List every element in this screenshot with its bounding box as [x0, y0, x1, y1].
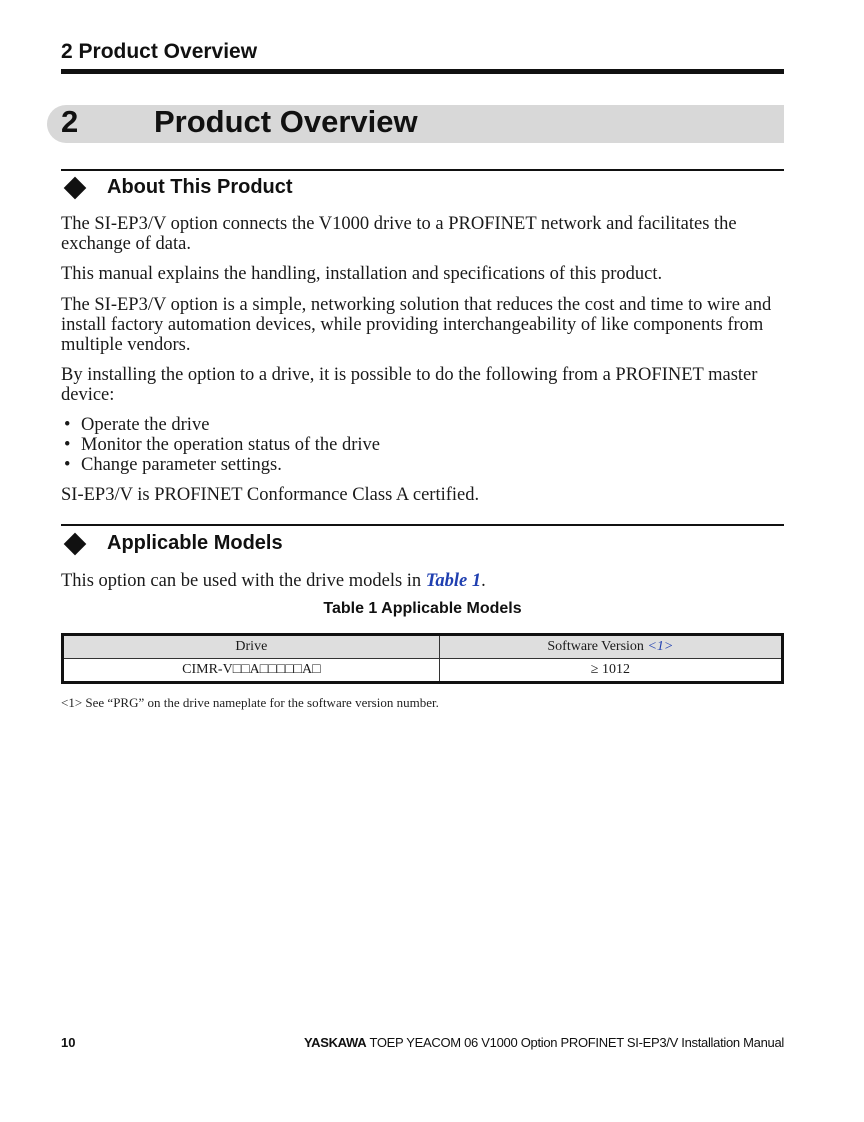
section-heading-models	[61, 532, 283, 555]
list-item: • Operate the drive	[64, 415, 210, 435]
paragraph-models-intro: This option can be used with the drive models in Table 1.	[61, 571, 486, 591]
page-number: 10	[61, 1035, 76, 1050]
table-footnote: <1> See “PRG” on the drive nameplate for the software version number.	[61, 695, 439, 710]
header-rule	[61, 69, 784, 74]
column-header-software-version: Software Version <1>	[439, 635, 782, 659]
paragraph-manual-scope: This manual explains the handling, installation and specifications of this product.	[61, 264, 663, 284]
paragraph-certification: SI-EP3/V is PROFINET Conformance Class A certified.	[61, 485, 480, 505]
footnote-ref-link[interactable]: <1>	[647, 639, 674, 654]
paragraph-intro: The SI-EP3/V option connects the V1000 drive to a PROFINET network and facilitates the exchange of data.	[61, 214, 737, 254]
table-header-row	[63, 635, 783, 659]
diamond-bullet-icon	[64, 176, 87, 199]
list-item: • Monitor the operation status of the drive	[64, 435, 381, 455]
section-heading-about-text: About This Product	[107, 176, 293, 198]
section-rule-about	[61, 169, 784, 171]
footer-document-title: YASKAWA TOEP YEACOM 06 V1000 Option PROFINET SI-EP3/V Installation Manual	[303, 1035, 784, 1050]
table-caption: Table 1 Applicable Models	[323, 600, 522, 617]
section-rule-models	[61, 524, 784, 526]
diamond-bullet-icon	[64, 532, 87, 555]
list-item: • Change parameter settings.	[64, 455, 282, 475]
table-1-link[interactable]: Table 1	[425, 571, 482, 591]
running-header: 2 Product Overview	[61, 40, 258, 63]
chapter-title: Product Overview	[154, 104, 418, 139]
column-header-drive: Drive	[63, 635, 440, 659]
applicable-models-table	[61, 633, 784, 684]
paragraph-capabilities: By installing the option to a drive, it is possible to do the following from a PROFINET master device:	[61, 365, 758, 405]
paragraph-benefits: The SI-EP3/V option is a simple, networking solution that reduces the cost and time to wire and install factory automation devices, while providing interchangeability of like components from multiple vendors.	[61, 295, 772, 355]
cell-software-version: ≥ 1012	[439, 659, 782, 683]
table-row	[63, 659, 783, 683]
section-heading-about	[61, 176, 293, 199]
cell-drive-model: CIMR-V□□A□□□□□A□	[63, 659, 440, 683]
capability-list	[61, 415, 761, 475]
chapter-number: 2	[61, 104, 79, 139]
section-heading-models-text: Applicable Models	[107, 532, 283, 554]
